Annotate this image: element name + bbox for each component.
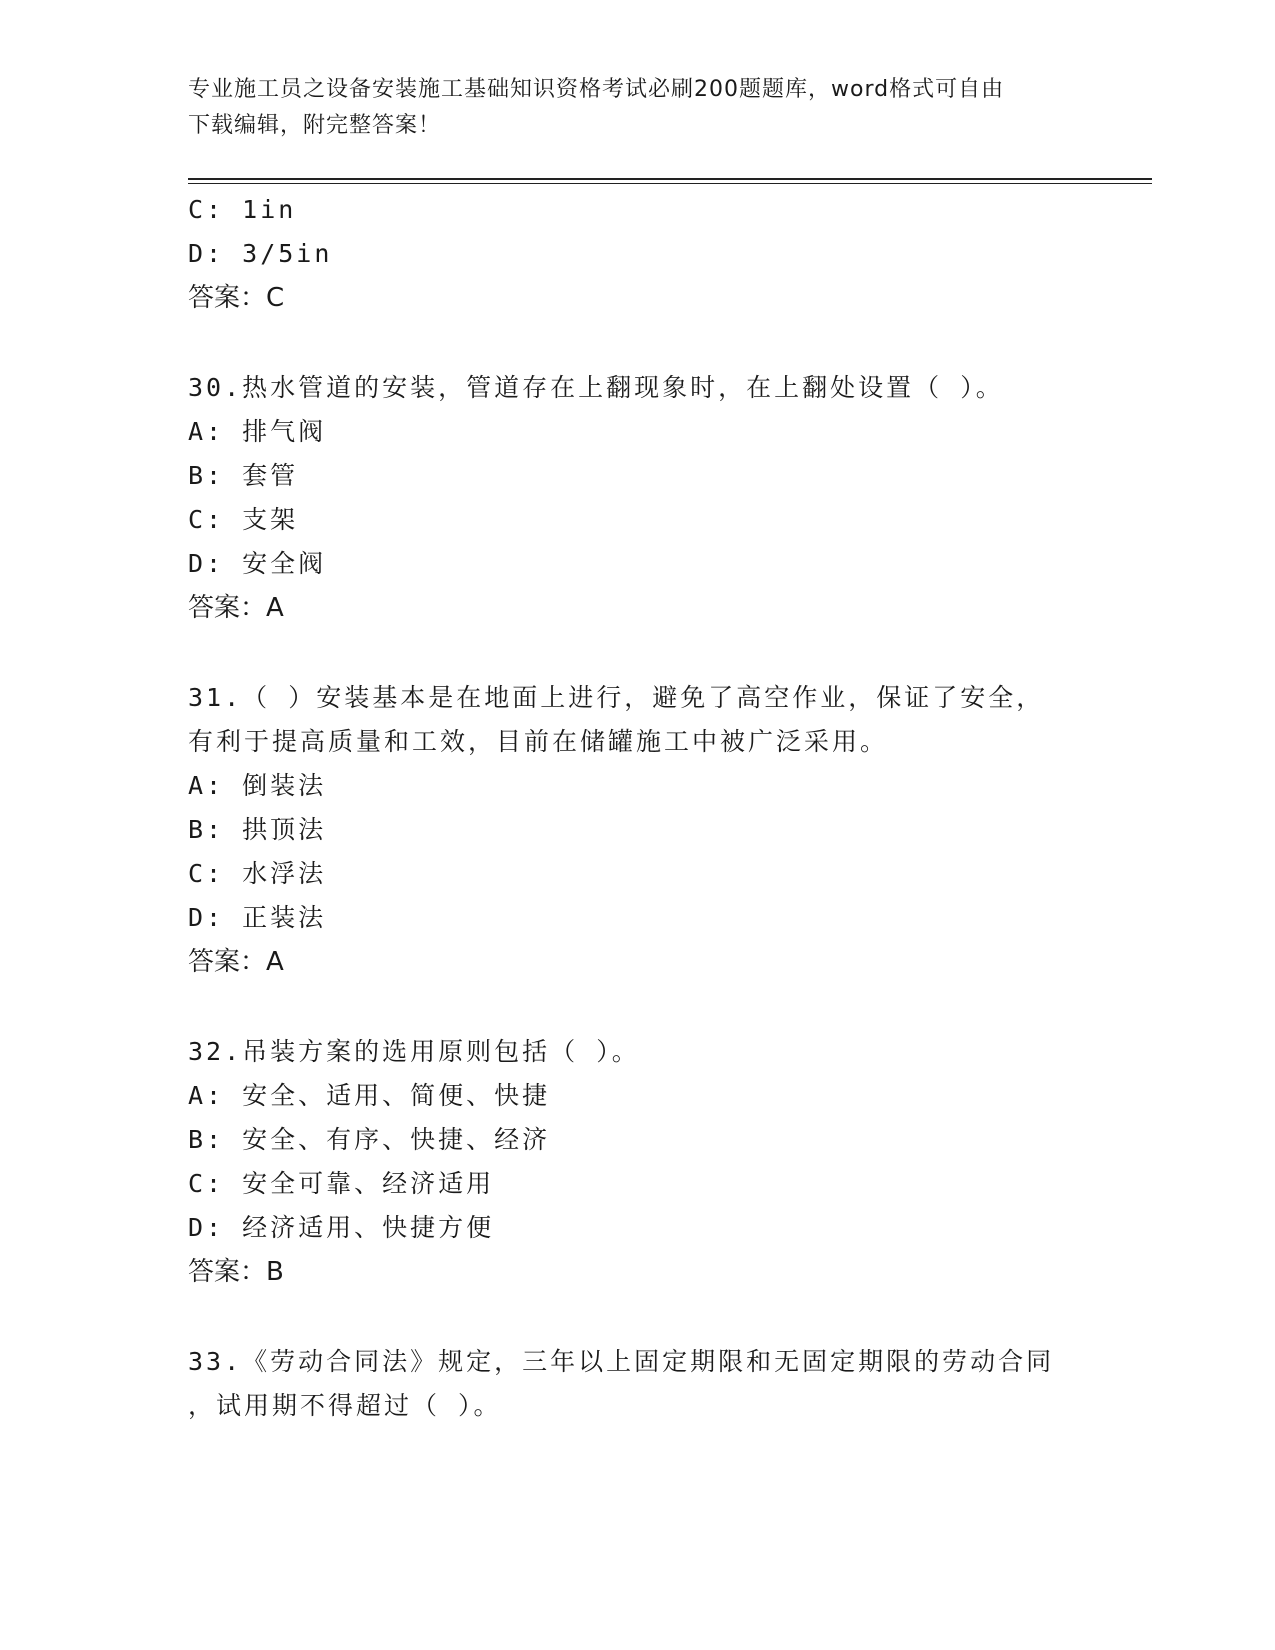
q30-stem: 30.热水管道的安装，管道存在上翻现象时，在上翻处设置（ ）。 xyxy=(188,373,1004,402)
q32-stem: 32.吊装方案的选用原则包括（ ）。 xyxy=(188,1037,640,1066)
q31-option-d: D: 正装法 xyxy=(188,903,327,932)
q31-stem-line-1: 31.（ ）安装基本是在地面上进行，避免了高空作业，保证了安全， xyxy=(188,683,1045,712)
q30-option-c: C: 支架 xyxy=(188,505,299,534)
q32-option-d: D: 经济适用、快捷方便 xyxy=(188,1213,495,1242)
q32-option-b: B: 安全、有序、快捷、经济 xyxy=(188,1125,551,1154)
q30-answer: 答案：A xyxy=(188,593,284,623)
q31-option-c: C: 水浮法 xyxy=(188,859,327,888)
q31-option-a: A: 倒装法 xyxy=(188,771,327,800)
q30-option-d: D: 安全阀 xyxy=(188,549,327,578)
header-divider-thick xyxy=(188,178,1152,180)
q32-answer: 答案：B xyxy=(188,1257,284,1287)
prev-option-d: D: 3/5in xyxy=(188,239,333,268)
q31-option-b: B: 拱顶法 xyxy=(188,815,327,844)
q33-stem-line-1: 33.《劳动合同法》规定，三年以上固定期限和无固定期限的劳动合同 xyxy=(188,1347,1055,1376)
q31-answer: 答案：A xyxy=(188,947,284,977)
q32-option-a: A: 安全、适用、简便、快捷 xyxy=(188,1081,551,1110)
header-divider-thin xyxy=(188,183,1152,184)
header-line-2: 下载编辑，附完整答案！ xyxy=(188,113,442,138)
prev-answer: 答案：C xyxy=(188,283,285,313)
q30-option-a: A: 排气阀 xyxy=(188,417,327,446)
prev-option-c: C: 1in xyxy=(188,195,297,224)
q32-option-c: C: 安全可靠、经济适用 xyxy=(188,1169,495,1198)
q33-stem-line-2: ，试用期不得超过（ ）。 xyxy=(188,1391,502,1420)
document-header xyxy=(188,72,1088,144)
q30-option-b: B: 套管 xyxy=(188,461,299,490)
header-line-1: 专业施工员之设备安装施工基础知识资格考试必刷200题题库，word格式可自由 xyxy=(188,77,1005,102)
q31-stem-line-2: 有利于提高质量和工效，目前在储罐施工中被广泛采用。 xyxy=(188,727,889,756)
